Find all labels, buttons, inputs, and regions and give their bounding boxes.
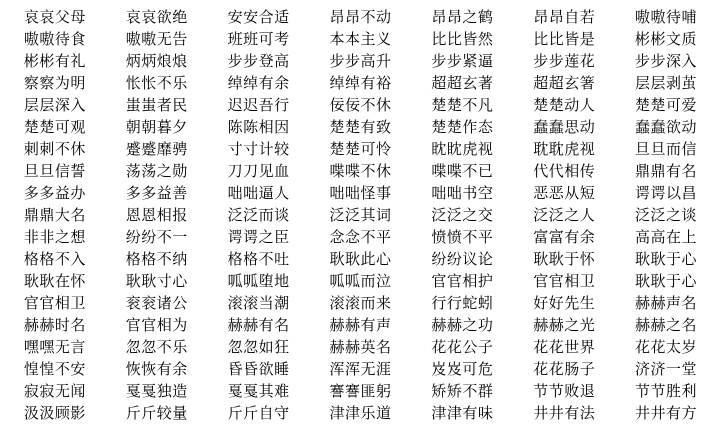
idiom-cell: 代代相传 xyxy=(533,162,596,180)
idiom-cell: 彬彬文质 xyxy=(635,30,698,48)
idiom-cell: 忽忽不乐 xyxy=(125,338,188,356)
idiom-cell: 富富有余 xyxy=(533,228,596,246)
idiom-cell: 忽忽如狂 xyxy=(227,338,290,356)
idiom-cell: 花花公子 xyxy=(431,338,494,356)
idiom-cell: 赫赫之功 xyxy=(431,316,494,334)
idiom-cell: 楚楚有致 xyxy=(329,118,392,136)
idiom-cell: 蚩蚩者民 xyxy=(125,96,188,114)
idiom-cell: 耽耽虎视 xyxy=(533,140,596,158)
idiom-cell: 彬彬有礼 xyxy=(23,52,86,70)
idiom-cell: 旦旦而信 xyxy=(635,140,698,158)
idiom-cell: 赫赫之光 xyxy=(533,316,596,334)
idiom-cell: 绰绰有裕 xyxy=(329,74,392,92)
idiom-cell: 斤斤较量 xyxy=(125,404,188,422)
idiom-cell: 济济一堂 xyxy=(635,360,698,378)
idiom-cell: 昏昏欲睡 xyxy=(227,360,290,378)
idiom-cell: 念念不平 xyxy=(329,228,392,246)
idiom-cell: 官官相为 xyxy=(125,316,188,334)
idiom-cell: 泛泛之交 xyxy=(431,206,494,224)
idiom-cell: 官官相卫 xyxy=(533,272,596,290)
idiom-cell: 好好先生 xyxy=(533,294,596,312)
idiom-cell: 井井有方 xyxy=(635,404,698,422)
idiom-cell: 高高在上 xyxy=(635,228,698,246)
idiom-cell: 纷纷议论 xyxy=(431,250,494,268)
idiom-cell: 泛泛其词 xyxy=(329,206,392,224)
idiom-cell: 喋喋不休 xyxy=(329,162,392,180)
idiom-cell: 岌岌可危 xyxy=(431,360,494,378)
idiom-cell: 恩恩相报 xyxy=(125,206,188,224)
idiom-cell: 喋喋不已 xyxy=(431,162,494,180)
idiom-cell: 朝朝暮夕 xyxy=(125,118,188,136)
idiom-cell: 耿耿寸心 xyxy=(125,272,188,290)
idiom-cell: 衮衮诸公 xyxy=(125,294,188,312)
idiom-cell: 鼎鼎大名 xyxy=(23,206,86,224)
idiom-cell: 刺刺不休 xyxy=(23,140,86,158)
idiom-cell: 迟迟吾行 xyxy=(227,96,290,114)
idiom-cell: 咄咄书空 xyxy=(431,184,494,202)
idiom-cell: 花花肠子 xyxy=(533,360,596,378)
idiom-cell: 咄咄逼人 xyxy=(227,184,290,202)
idiom-cell: 行行蛇蚓 xyxy=(431,294,494,312)
idiom-cell: 愤愤不平 xyxy=(431,228,494,246)
idiom-cell: 官官相护 xyxy=(431,272,494,290)
idiom-cell: 节节败退 xyxy=(533,382,596,400)
idiom-cell: 嗷嗷无告 xyxy=(125,30,188,48)
idiom-cell: 官官相卫 xyxy=(23,294,86,312)
idiom-cell: 楚楚可爱 xyxy=(635,96,698,114)
idiom-cell: 津津有味 xyxy=(431,404,494,422)
idiom-cell: 楚楚可观 xyxy=(23,118,86,136)
idiom-cell: 班班可考 xyxy=(227,30,290,48)
idiom-cell: 佞佞不休 xyxy=(329,96,392,114)
idiom-cell: 恢恢有余 xyxy=(125,360,188,378)
idiom-cell: 旦旦信誓 xyxy=(23,162,86,180)
idiom-cell: 咄咄怪事 xyxy=(329,184,392,202)
idiom-cell: 寂寂无闻 xyxy=(23,382,86,400)
idiom-cell: 格格不吐 xyxy=(227,250,290,268)
idiom-cell: 格格不纳 xyxy=(125,250,188,268)
idiom-cell: 花花太岁 xyxy=(635,338,698,356)
idiom-cell: 步步登高 xyxy=(227,52,290,70)
idiom-cell: 楚楚作态 xyxy=(431,118,494,136)
idiom-cell: 察察为明 xyxy=(23,74,86,92)
idiom-cell: 花花世界 xyxy=(533,338,596,356)
idiom-cell: 蠢蠢欲动 xyxy=(635,118,698,136)
idiom-cell: 赫赫声名 xyxy=(635,294,698,312)
idiom-cell: 赫赫英名 xyxy=(329,338,392,356)
idiom-cell: 超超玄著 xyxy=(431,74,494,92)
idiom-cell: 汲汲顾影 xyxy=(23,404,86,422)
idiom-cell: 纷纷不一 xyxy=(125,228,188,246)
idiom-cell: 刀刀见血 xyxy=(227,162,290,180)
idiom-cell: 滚滚当潮 xyxy=(227,294,290,312)
idiom-cell: 眈眈虎视 xyxy=(431,140,494,158)
idiom-cell: 寸寸计较 xyxy=(227,140,290,158)
idiom-cell: 步步莲花 xyxy=(533,52,596,70)
idiom-cell: 呱呱堕地 xyxy=(227,272,290,290)
idiom-cell: 陈陈相因 xyxy=(227,118,290,136)
idiom-cell: 鼎鼎有名 xyxy=(635,162,698,180)
idiom-cell: 安安合适 xyxy=(227,8,290,26)
idiom-cell: 超超玄箸 xyxy=(533,74,596,92)
idiom-cell: 赫赫之名 xyxy=(635,316,698,334)
idiom-cell: 炳炳烺烺 xyxy=(125,52,188,70)
idiom-cell: 楚楚可怜 xyxy=(329,140,392,158)
idiom-cell: 非非之想 xyxy=(23,228,86,246)
idiom-cell: 嗷嗷待哺 xyxy=(635,8,698,26)
idiom-cell: 昂昂之鹤 xyxy=(431,8,494,26)
idiom-cell: 本本主义 xyxy=(329,30,392,48)
idiom-cell: 楚楚动人 xyxy=(533,96,596,114)
idiom-cell: 惶惶不安 xyxy=(23,360,86,378)
idiom-cell: 斤斤自守 xyxy=(227,404,290,422)
idiom-cell: 谔谔之臣 xyxy=(227,228,290,246)
idiom-cell: 昂昂不动 xyxy=(329,8,392,26)
idiom-cell: 层层剥茧 xyxy=(635,74,698,92)
idiom-cell: 謇謇匪躬 xyxy=(329,382,392,400)
idiom-cell: 矫矫不群 xyxy=(431,382,494,400)
idiom-cell: 赫赫有名 xyxy=(227,316,290,334)
idiom-cell: 呱呱而泣 xyxy=(329,272,392,290)
idiom-cell: 哀哀欲绝 xyxy=(125,8,188,26)
idiom-cell: 井井有法 xyxy=(533,404,596,422)
idiom-cell: 谔谔以昌 xyxy=(635,184,698,202)
idiom-cell: 耿耿于心 xyxy=(635,272,698,290)
idiom-cell: 层层深入 xyxy=(23,96,86,114)
idiom-cell: 比比皆是 xyxy=(533,30,596,48)
idiom-cell: 蠢蠢思动 xyxy=(533,118,596,136)
idiom-cell: 怅怅不乐 xyxy=(125,74,188,92)
idiom-cell: 楚楚不凡 xyxy=(431,96,494,114)
idiom-cell: 泛泛而谈 xyxy=(227,206,290,224)
idiom-cell: 滚滚而来 xyxy=(329,294,392,312)
idiom-cell: 耿耿于怀 xyxy=(533,250,596,268)
idiom-cell: 耿耿此心 xyxy=(329,250,392,268)
idiom-cell: 步步紧逼 xyxy=(431,52,494,70)
idiom-cell: 蹙蹙靡骋 xyxy=(125,140,188,158)
idiom-cell: 多多益办 xyxy=(23,184,86,202)
idiom-cell: 津津乐道 xyxy=(329,404,392,422)
idiom-cell: 节节胜利 xyxy=(635,382,698,400)
idiom-cell: 荡荡之勋 xyxy=(125,162,188,180)
idiom-cell: 戛戛独造 xyxy=(125,382,188,400)
idiom-cell: 步步高升 xyxy=(329,52,392,70)
idiom-cell: 泛泛之人 xyxy=(533,206,596,224)
idiom-cell: 嘿嘿无言 xyxy=(23,338,86,356)
idiom-cell: 赫赫有声 xyxy=(329,316,392,334)
idiom-cell: 哀哀父母 xyxy=(23,8,86,26)
idiom-cell: 赫赫时名 xyxy=(23,316,86,334)
idiom-cell: 泛泛之谈 xyxy=(635,206,698,224)
idiom-cell: 嗷嗷待食 xyxy=(23,30,86,48)
idiom-cell: 耿耿于心 xyxy=(635,250,698,268)
idiom-cell: 浑浑无涯 xyxy=(329,360,392,378)
idiom-cell: 格格不入 xyxy=(23,250,86,268)
idiom-cell: 恶恶从短 xyxy=(533,184,596,202)
idiom-cell: 比比皆然 xyxy=(431,30,494,48)
idiom-cell: 步步深入 xyxy=(635,52,698,70)
idiom-cell: 戛戛其难 xyxy=(227,382,290,400)
idiom-cell: 昂昂自若 xyxy=(533,8,596,26)
idiom-cell: 耿耿在怀 xyxy=(23,272,86,290)
idiom-cell: 多多益善 xyxy=(125,184,188,202)
idiom-cell: 绰绰有余 xyxy=(227,74,290,92)
